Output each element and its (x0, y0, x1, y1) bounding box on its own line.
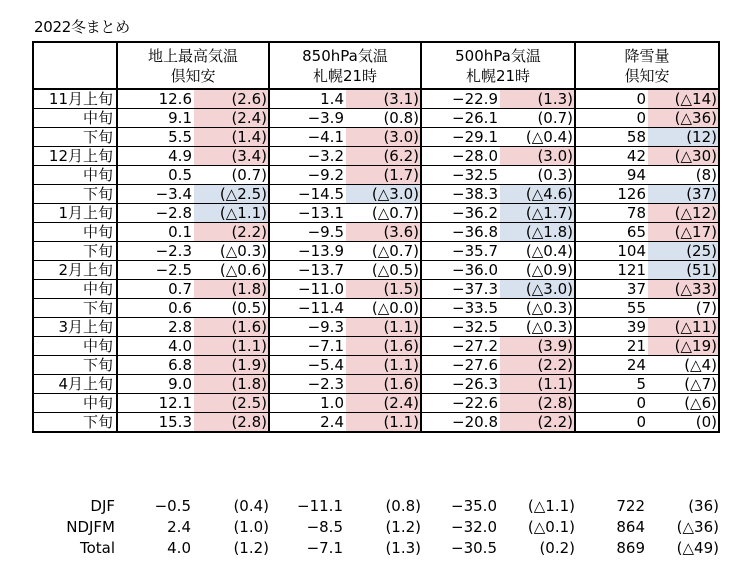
850hpa-temp-anomaly: (△3.0) (346, 185, 421, 204)
850hpa-temp-value: −13.1 (269, 204, 346, 223)
850hpa-temp-anomaly: (△0.0) (346, 299, 421, 318)
500hpa-temp-summary-value: −32.0 (451, 518, 497, 536)
500hpa-temp-anomaly: (0.3) (500, 166, 575, 185)
snowfall-anomaly: (0) (648, 413, 719, 433)
surface-max-temp-summary-value: 4.0 (167, 539, 191, 557)
summary-label: NDJFM (66, 518, 115, 536)
snowfall-value: 42 (575, 147, 648, 166)
500hpa-temp-summary-anomaly: (△0.1) (527, 518, 575, 536)
500hpa-temp-anomaly: (△1.7) (500, 204, 575, 223)
500hpa-temp-value: −29.1 (421, 128, 500, 147)
period-label: 下旬 (33, 128, 117, 147)
period-label: 中旬 (33, 337, 117, 356)
500hpa-temp-value: −36.2 (421, 204, 500, 223)
850hpa-temp-anomaly: (2.4) (346, 394, 421, 413)
500hpa-temp-value: −38.3 (421, 185, 500, 204)
period-label: 中旬 (33, 109, 117, 128)
period-label: 下旬 (33, 242, 117, 261)
surface-max-temp-value: 6.8 (117, 356, 194, 375)
500hpa-temp-value: −22.6 (421, 394, 500, 413)
table-row (33, 356, 719, 375)
850hpa-temp-anomaly: (△0.5) (346, 261, 421, 280)
850hpa-temp-anomaly: (1.6) (346, 375, 421, 394)
500hpa-temp-anomaly: (△0.3) (500, 299, 575, 318)
snowfall-anomaly: (8) (648, 166, 719, 185)
500hpa-temp-anomaly: (0.7) (500, 109, 575, 128)
surface-max-temp-value: 9.1 (117, 109, 194, 128)
surface-max-temp-anomaly: (1.9) (194, 356, 269, 375)
surface-max-temp-anomaly: (2.5) (194, 394, 269, 413)
summary-row (32, 517, 720, 538)
snowfall-anomaly: (△11) (648, 318, 719, 337)
snowfall-anomaly: (△7) (648, 375, 719, 394)
period-label: 2月上旬 (33, 261, 117, 280)
850hpa-temp-value: −9.2 (269, 166, 346, 185)
snowfall-summary-anomaly: (△49) (676, 539, 719, 557)
500hpa-temp-anomaly: (△1.8) (500, 223, 575, 242)
snowfall-value: 0 (575, 413, 648, 433)
snowfall-anomaly: (△36) (648, 109, 719, 128)
500hpa-temp-value: −36.8 (421, 223, 500, 242)
snowfall-anomaly: (△12) (648, 204, 719, 223)
snowfall-value: 55 (575, 299, 648, 318)
summary-label: DJF (90, 497, 115, 515)
850hpa-temp-summary-anomaly: (0.8) (385, 497, 421, 515)
850hpa-temp-summary-anomaly: (1.2) (385, 518, 421, 536)
850hpa-temp-value: −7.1 (269, 337, 346, 356)
surface-max-temp-summary-anomaly: (0.4) (233, 497, 269, 515)
850hpa-temp-value: −13.9 (269, 242, 346, 261)
500hpa-temp-value: −32.5 (421, 318, 500, 337)
snowfall-summary-value: 869 (616, 539, 645, 557)
500hpa-temp-value: −35.7 (421, 242, 500, 261)
500hpa-temp-summary-anomaly: (△1.1) (527, 497, 575, 515)
table-row (33, 413, 719, 433)
snowfall-value: 0 (575, 394, 648, 413)
surface-max-temp-value: 0.5 (117, 166, 194, 185)
500hpa-temp-anomaly: (3.9) (500, 337, 575, 356)
surface-max-temp-anomaly: (△0.6) (194, 261, 269, 280)
surface-max-temp-value: 12.1 (117, 394, 194, 413)
surface-max-temp-value: −2.5 (117, 261, 194, 280)
snowfall-anomaly: (△30) (648, 147, 719, 166)
850hpa-temp-summary-value: −7.1 (306, 539, 343, 557)
snowfall-value: 39 (575, 318, 648, 337)
surface-max-temp-summary-value: 2.4 (167, 518, 191, 536)
surface-max-temp-value: 2.8 (117, 318, 194, 337)
period-label: 1月上旬 (33, 204, 117, 223)
surface-max-temp-anomaly: (2.2) (194, 223, 269, 242)
surface-max-temp-value: 5.5 (117, 128, 194, 147)
500hpa-temp-anomaly: (2.2) (500, 356, 575, 375)
surface-max-temp-anomaly: (2.8) (194, 413, 269, 433)
period-label: 下旬 (33, 413, 117, 433)
850hpa-temp-value: −9.5 (269, 223, 346, 242)
surface-max-temp-anomaly: (1.1) (194, 337, 269, 356)
850hpa-temp-value: −9.3 (269, 318, 346, 337)
surface-max-temp-value: 0.1 (117, 223, 194, 242)
500hpa-temp-value: −32.5 (421, 166, 500, 185)
table-row (33, 261, 719, 280)
500hpa-temp-anomaly: (△0.9) (500, 261, 575, 280)
500hpa-temp-value: −33.5 (421, 299, 500, 318)
850hpa-temp-summary-value: −11.1 (297, 497, 343, 515)
surface-max-temp-summary-anomaly: (1.2) (233, 539, 269, 557)
surface-max-temp-value: 4.9 (117, 147, 194, 166)
table-row (33, 337, 719, 356)
850hpa-temp-value: 1.0 (269, 394, 346, 413)
500hpa-temp-anomaly: (△3.0) (500, 280, 575, 299)
snowfall-anomaly: (37) (648, 185, 719, 204)
snowfall-anomaly: (△4) (648, 356, 719, 375)
850hpa-temp-value: −14.5 (269, 185, 346, 204)
surface-max-temp-anomaly: (1.6) (194, 318, 269, 337)
snowfall-value: 104 (575, 242, 648, 261)
500hpa-temp-anomaly: (△0.3) (500, 318, 575, 337)
850hpa-temp-anomaly: (△0.7) (346, 204, 421, 223)
table-row (33, 318, 719, 337)
500hpa-temp-value: −27.2 (421, 337, 500, 356)
snowfall-value: 65 (575, 223, 648, 242)
snowfall-anomaly: (△17) (648, 223, 719, 242)
850hpa-temp-anomaly: (△0.7) (346, 242, 421, 261)
snowfall-value: 0 (575, 109, 648, 128)
surface-max-temp-anomaly: (1.8) (194, 280, 269, 299)
surface-max-temp-anomaly: (△2.5) (194, 185, 269, 204)
table-row (33, 375, 719, 394)
850hpa-temp-anomaly: (1.7) (346, 166, 421, 185)
surface-max-temp-summary-value: −0.5 (154, 497, 191, 515)
surface-max-temp-anomaly: (2.6) (194, 89, 269, 109)
surface-max-temp-value: 0.6 (117, 299, 194, 318)
850hpa-temp-value: −3.9 (269, 109, 346, 128)
850hpa-temp-value: −2.3 (269, 375, 346, 394)
snowfall-summary-value: 722 (616, 497, 645, 515)
table-row (33, 242, 719, 261)
snowfall-value: 5 (575, 375, 648, 394)
snowfall-value: 121 (575, 261, 648, 280)
snowfall-summary-value: 864 (616, 518, 645, 536)
period-label: 4月上旬 (33, 375, 117, 394)
snowfall-anomaly: (7) (648, 299, 719, 318)
surface-max-temp-value: 15.3 (117, 413, 194, 433)
850hpa-temp-anomaly: (1.1) (346, 413, 421, 433)
850hpa-temp-summary-anomaly: (1.3) (385, 539, 421, 557)
500hpa-temp-anomaly: (3.0) (500, 147, 575, 166)
table-row (33, 280, 719, 299)
period-label: 11月上旬 (33, 89, 117, 109)
850hpa-temp-value: 1.4 (269, 89, 346, 109)
snowfall-value: 37 (575, 280, 648, 299)
500hpa-temp-summary-value: −35.0 (451, 497, 497, 515)
period-label: 下旬 (33, 356, 117, 375)
surface-max-temp-value: −2.8 (117, 204, 194, 223)
snowfall-anomaly: (51) (648, 261, 719, 280)
summary-row (32, 538, 720, 559)
summary-row (32, 496, 720, 517)
850hpa-temp-anomaly: (6.2) (346, 147, 421, 166)
surface-max-temp-anomaly: (3.4) (194, 147, 269, 166)
snowfall-anomaly: (△33) (648, 280, 719, 299)
table-row (33, 204, 719, 223)
500hpa-temp-value: −20.8 (421, 413, 500, 433)
table-row (33, 89, 719, 109)
500hpa-temp-anomaly: (△0.4) (500, 242, 575, 261)
header-row (33, 42, 719, 89)
850hpa-temp-value: −3.2 (269, 147, 346, 166)
snowfall-value: 24 (575, 356, 648, 375)
surface-max-temp-summary-anomaly: (1.0) (233, 518, 269, 536)
surface-max-temp-value: −2.3 (117, 242, 194, 261)
table-row (33, 185, 719, 204)
season-summary-table (32, 496, 720, 559)
table-caption: 2022冬まとめ (34, 18, 130, 36)
surface-max-temp-anomaly: (△0.3) (194, 242, 269, 261)
header-snowfall: 降雪量 倶知安 (575, 42, 719, 89)
850hpa-temp-value: −4.1 (269, 128, 346, 147)
500hpa-temp-value: −26.1 (421, 109, 500, 128)
table-row (33, 109, 719, 128)
period-label: 下旬 (33, 185, 117, 204)
snowfall-value: 21 (575, 337, 648, 356)
500hpa-temp-anomaly: (2.2) (500, 413, 575, 433)
500hpa-temp-anomaly: (1.3) (500, 89, 575, 109)
snowfall-summary-anomaly: (36) (688, 497, 719, 515)
500hpa-temp-anomaly: (2.8) (500, 394, 575, 413)
table-row (33, 223, 719, 242)
850hpa-temp-summary-value: −8.5 (306, 518, 343, 536)
snowfall-summary-anomaly: (△36) (676, 518, 719, 536)
surface-max-temp-anomaly: (△1.1) (194, 204, 269, 223)
period-label: 3月上旬 (33, 318, 117, 337)
surface-max-temp-anomaly: (1.4) (194, 128, 269, 147)
snowfall-value: 126 (575, 185, 648, 204)
table-row (33, 394, 719, 413)
500hpa-temp-value: −28.0 (421, 147, 500, 166)
850hpa-temp-value: −11.4 (269, 299, 346, 318)
snowfall-value: 78 (575, 204, 648, 223)
850hpa-temp-value: −5.4 (269, 356, 346, 375)
surface-max-temp-anomaly: (1.8) (194, 375, 269, 394)
500hpa-temp-value: −36.0 (421, 261, 500, 280)
500hpa-temp-anomaly: (△4.6) (500, 185, 575, 204)
850hpa-temp-anomaly: (1.6) (346, 337, 421, 356)
surface-max-temp-value: 4.0 (117, 337, 194, 356)
summary-label: Total (79, 539, 115, 557)
500hpa-temp-anomaly: (△0.4) (500, 128, 575, 147)
table-row (33, 147, 719, 166)
surface-max-temp-anomaly: (0.5) (194, 299, 269, 318)
snowfall-anomaly: (△6) (648, 394, 719, 413)
header-surface-max-temp: 地上最高気温 倶知安 (117, 42, 269, 89)
period-label: 中旬 (33, 394, 117, 413)
table-row (33, 128, 719, 147)
500hpa-temp-anomaly: (1.1) (500, 375, 575, 394)
850hpa-temp-anomaly: (1.5) (346, 280, 421, 299)
850hpa-temp-value: −11.0 (269, 280, 346, 299)
snowfall-value: 0 (575, 89, 648, 109)
850hpa-temp-anomaly: (0.8) (346, 109, 421, 128)
snowfall-anomaly: (12) (648, 128, 719, 147)
850hpa-temp-anomaly: (1.1) (346, 318, 421, 337)
500hpa-temp-summary-value: −30.5 (451, 539, 497, 557)
snowfall-anomaly: (25) (648, 242, 719, 261)
header-corner (33, 42, 117, 89)
500hpa-temp-value: −27.6 (421, 356, 500, 375)
period-label: 中旬 (33, 166, 117, 185)
period-label: 下旬 (33, 299, 117, 318)
850hpa-temp-anomaly: (3.1) (346, 89, 421, 109)
winter-summary-table (32, 41, 720, 433)
snowfall-value: 58 (575, 128, 648, 147)
header-850hpa-temp: 850hPa気温 札幌21時 (269, 42, 421, 89)
500hpa-temp-value: −22.9 (421, 89, 500, 109)
period-label: 12月上旬 (33, 147, 117, 166)
500hpa-temp-value: −26.3 (421, 375, 500, 394)
surface-max-temp-value: −3.4 (117, 185, 194, 204)
500hpa-temp-summary-anomaly: (0.2) (539, 539, 575, 557)
snowfall-anomaly: (△19) (648, 337, 719, 356)
table-row (33, 299, 719, 318)
500hpa-temp-value: −37.3 (421, 280, 500, 299)
850hpa-temp-value: 2.4 (269, 413, 346, 433)
header-500hpa-temp: 500hPa気温 札幌21時 (421, 42, 575, 89)
850hpa-temp-anomaly: (1.1) (346, 356, 421, 375)
snowfall-value: 94 (575, 166, 648, 185)
surface-max-temp-anomaly: (0.7) (194, 166, 269, 185)
table-row (33, 166, 719, 185)
period-label: 中旬 (33, 280, 117, 299)
surface-max-temp-anomaly: (2.4) (194, 109, 269, 128)
850hpa-temp-anomaly: (3.0) (346, 128, 421, 147)
surface-max-temp-value: 9.0 (117, 375, 194, 394)
850hpa-temp-value: −13.7 (269, 261, 346, 280)
period-label: 中旬 (33, 223, 117, 242)
snowfall-anomaly: (△14) (648, 89, 719, 109)
850hpa-temp-anomaly: (3.6) (346, 223, 421, 242)
surface-max-temp-value: 0.7 (117, 280, 194, 299)
surface-max-temp-value: 12.6 (117, 89, 194, 109)
